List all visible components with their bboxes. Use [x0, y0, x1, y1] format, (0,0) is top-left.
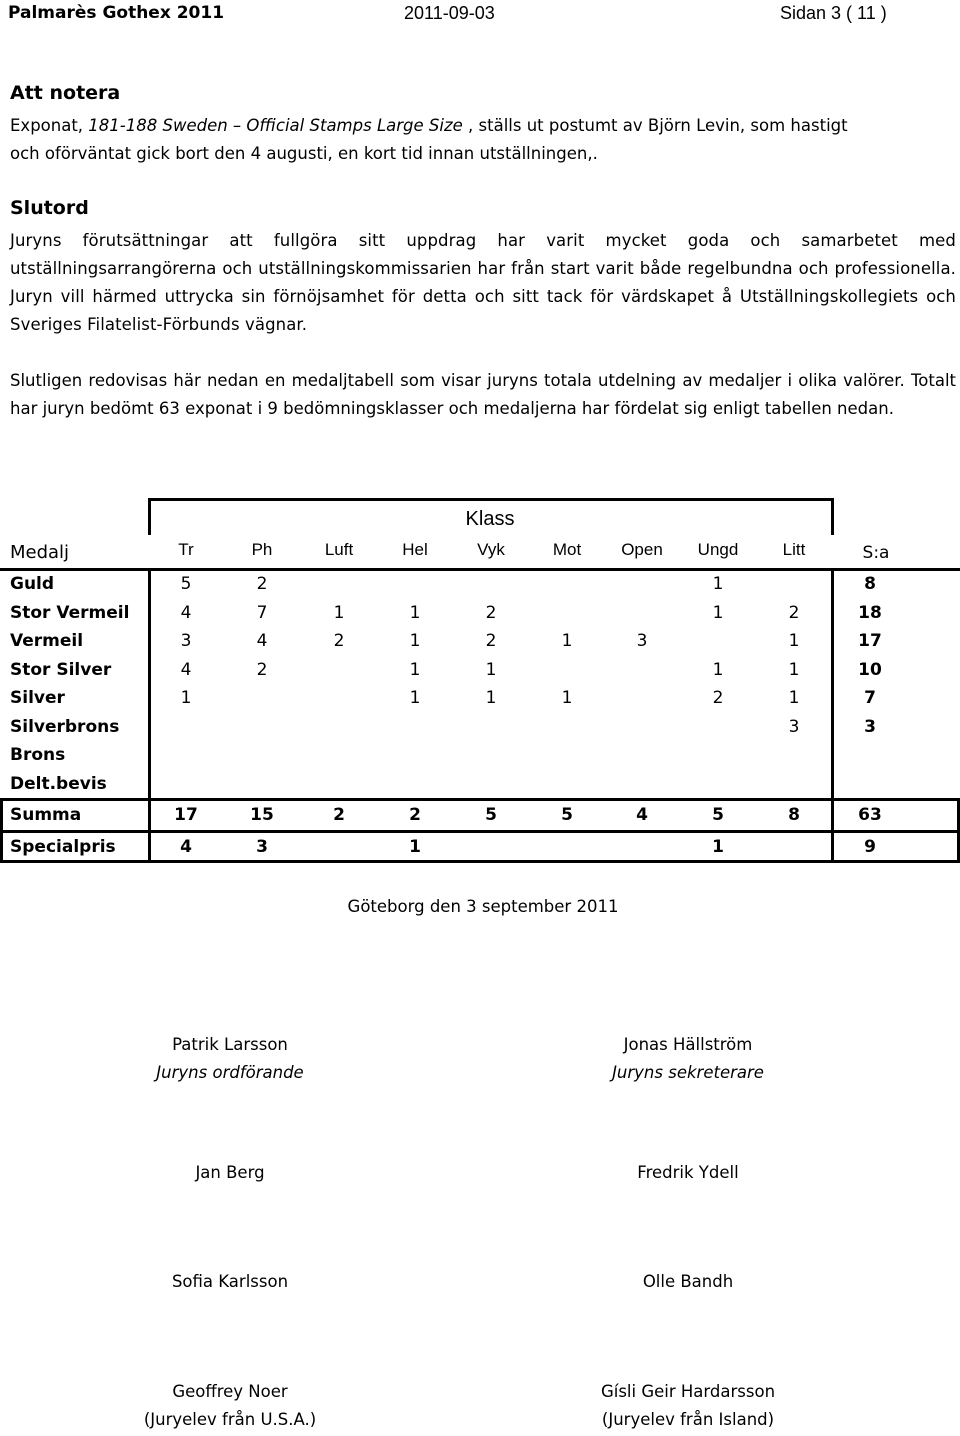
class-header: Vyk	[477, 540, 505, 559]
medal-count-cell: 2	[256, 574, 268, 594]
medal-count-cell: 1	[788, 659, 800, 680]
signature-apprentice	[30, 1378, 430, 1434]
medal-count-cell: 5	[485, 805, 497, 825]
table-border	[831, 571, 834, 801]
medal-row-label: Stor Silver	[10, 659, 112, 680]
medal-count-cell: 5	[712, 805, 724, 825]
medal-row-label: Guld	[10, 574, 55, 594]
table-border	[831, 498, 834, 535]
note-prefix: Exponat,	[10, 116, 89, 135]
medal-count-cell: 2	[256, 659, 268, 680]
signatory-name: Fredrik Ydell	[637, 1163, 739, 1182]
signatory-role: Juryns sekreterare	[612, 1063, 764, 1082]
note-heading: Att notera	[10, 82, 121, 104]
medal-row-label: Silverbrons	[10, 716, 120, 737]
class-header: Ungd	[697, 540, 739, 559]
medal-count-cell: 1	[712, 574, 724, 594]
medal-row-label: Stor Vermeil	[10, 602, 130, 623]
note-text	[10, 112, 956, 168]
signature-juror	[30, 1159, 430, 1187]
medal-count-cell: 1	[712, 602, 724, 623]
signatory-name: Sofia Karlsson	[171, 1272, 289, 1291]
medal-total-cell: 3	[864, 716, 876, 737]
closing-paragraph-1	[10, 227, 956, 339]
medal-count-cell: 4	[180, 659, 192, 680]
class-header: Open	[621, 540, 663, 559]
medal-total-cell: 7	[864, 688, 876, 708]
signature-juror	[488, 1159, 888, 1187]
medal-table	[0, 496, 960, 866]
medal-total-cell: 8	[864, 574, 876, 594]
medal-count-cell: 3	[256, 837, 268, 857]
medal-row-label: Specialpris	[10, 837, 116, 857]
medal-count-cell: 1	[409, 602, 421, 623]
signature-chair	[30, 1031, 430, 1087]
medal-count-cell: 2	[485, 631, 497, 651]
signatory-name: Jonas Hällström	[623, 1035, 753, 1054]
medal-total-cell: 18	[858, 602, 882, 623]
medal-count-cell: 5	[561, 805, 573, 825]
class-header: Luft	[324, 540, 354, 559]
medal-count-cell: 2	[788, 602, 800, 623]
medal-total-cell: 17	[858, 631, 882, 651]
signature-juror	[488, 1268, 888, 1296]
closing-paragraph-2	[10, 367, 956, 423]
total-header: S:a	[862, 543, 890, 563]
class-header: Mot	[552, 540, 582, 559]
signature-apprentice	[488, 1378, 888, 1434]
table-border	[0, 801, 3, 863]
table-border	[0, 830, 960, 833]
table-border	[148, 801, 151, 863]
medal-count-cell: 2	[333, 805, 345, 825]
page-number: Sidan 3 ( 11 )	[780, 3, 887, 23]
document-date: 2011-09-03	[404, 3, 495, 23]
class-header: Tr	[178, 540, 194, 559]
medal-count-cell: 1	[409, 631, 421, 651]
medal-count-cell: 1	[409, 659, 421, 680]
medal-total-cell: 9	[864, 837, 876, 857]
medal-total-cell: 63	[858, 805, 882, 825]
medal-count-cell: 5	[180, 574, 192, 594]
medal-count-cell: 7	[256, 602, 268, 623]
table-border	[148, 498, 834, 501]
medal-count-cell: 1	[485, 659, 497, 680]
medal-count-cell: 2	[409, 805, 421, 825]
medal-count-cell: 1	[788, 688, 800, 708]
medal-count-cell: 1	[333, 602, 345, 623]
signatory-role: (Juryelev från Island)	[601, 1410, 775, 1429]
medal-count-cell: 1	[180, 688, 192, 708]
medal-count-cell: 3	[636, 631, 648, 651]
note-line-1	[10, 112, 956, 140]
medal-count-cell: 1	[409, 837, 421, 857]
class-header: Ph	[251, 540, 273, 559]
closing-para2-part1: Slutligen redovisas här nedan en medaljtabell som visar juryns totala utdelning av medaljer i olika valörer.	[10, 371, 905, 390]
closing-para1-part2: Juryn vill härmed uttrycka sin förnöjsamhet för detta och sitt tack för värdskapet å Utställningskollegiets och Sveriges Filatelist-Förbunds vägnar.	[10, 287, 956, 334]
table-border	[831, 801, 834, 863]
medal-row-label: Vermeil	[10, 631, 84, 651]
medal-column-header: Medalj	[10, 542, 70, 563]
closing-para2-part2: Totalt har juryn bedömt 63 exponat i 9 bedömningsklasser och medaljerna har fördelat sig enligt tabellen nedan.	[10, 371, 956, 418]
exhibit-title: 181-188 Sweden – Official Stamps Large Size	[88, 116, 463, 135]
medal-row-label: Delt.bevis	[10, 773, 107, 794]
medal-count-cell: 1	[788, 631, 800, 651]
medal-count-cell: 4	[180, 837, 192, 857]
medal-count-cell: 4	[256, 631, 268, 651]
note-rest: , ställs ut postumt av Björn Levin, som hastigt	[462, 116, 848, 135]
closing-heading: Slutord	[10, 197, 89, 219]
medal-count-cell: 2	[333, 631, 345, 651]
signatory-name: Olle Bandh	[642, 1272, 734, 1291]
place-date: Göteborg den 3 september 2011	[347, 897, 619, 916]
signature-secretary	[488, 1031, 888, 1087]
table-border	[0, 568, 960, 571]
medal-count-cell: 1	[712, 837, 724, 857]
class-header: Litt	[782, 540, 806, 559]
medal-count-cell: 1	[409, 688, 421, 708]
signatory-name: Gísli Geir Hardarsson	[600, 1382, 776, 1401]
medal-count-cell: 4	[180, 602, 192, 623]
class-header: Hel	[402, 540, 428, 559]
signatory-role: (Juryelev från U.S.A.)	[143, 1410, 317, 1429]
medal-count-cell: 2	[712, 688, 724, 708]
medal-count-cell: 4	[636, 805, 648, 825]
table-border	[148, 498, 151, 535]
medal-count-cell: 17	[174, 805, 198, 825]
medal-count-cell: 1	[561, 631, 573, 651]
class-group-header: Klass	[465, 508, 515, 530]
medal-count-cell: 8	[788, 805, 800, 825]
table-border	[0, 860, 960, 863]
signatory-role: Juryns ordförande	[156, 1063, 304, 1082]
medal-count-cell: 3	[788, 716, 800, 737]
medal-total-cell: 10	[858, 659, 882, 680]
medal-count-cell: 1	[712, 659, 724, 680]
medal-count-cell: 15	[250, 805, 274, 825]
medal-row-label: Silver	[10, 688, 65, 708]
table-border	[148, 571, 151, 801]
signature-juror	[30, 1268, 430, 1296]
note-line-2: och oförväntat gick bort den 4 augusti, en kort tid innan utställningen,.	[10, 144, 598, 163]
closing-para1-part1: Juryns förutsättningar att fullgöra sitt uppdrag har varit mycket goda och samarbetet med utställningsarrangörerna och utställningskommissarien har från start varit både regelbundna och professionella.	[10, 231, 956, 278]
medal-count-cell: 1	[561, 688, 573, 708]
medal-row-label: Summa	[10, 805, 82, 825]
medal-row-label: Brons	[10, 745, 66, 765]
document-title: Palmarès Gothex 2011	[8, 3, 225, 23]
table-border	[0, 798, 960, 801]
signatory-name: Patrik Larsson	[172, 1035, 288, 1054]
medal-count-cell: 1	[485, 688, 497, 708]
signatory-name: Geoffrey Noer	[172, 1382, 288, 1401]
medal-count-cell: 2	[485, 602, 497, 623]
medal-count-cell: 3	[180, 631, 192, 651]
signatory-name: Jan Berg	[195, 1163, 265, 1182]
